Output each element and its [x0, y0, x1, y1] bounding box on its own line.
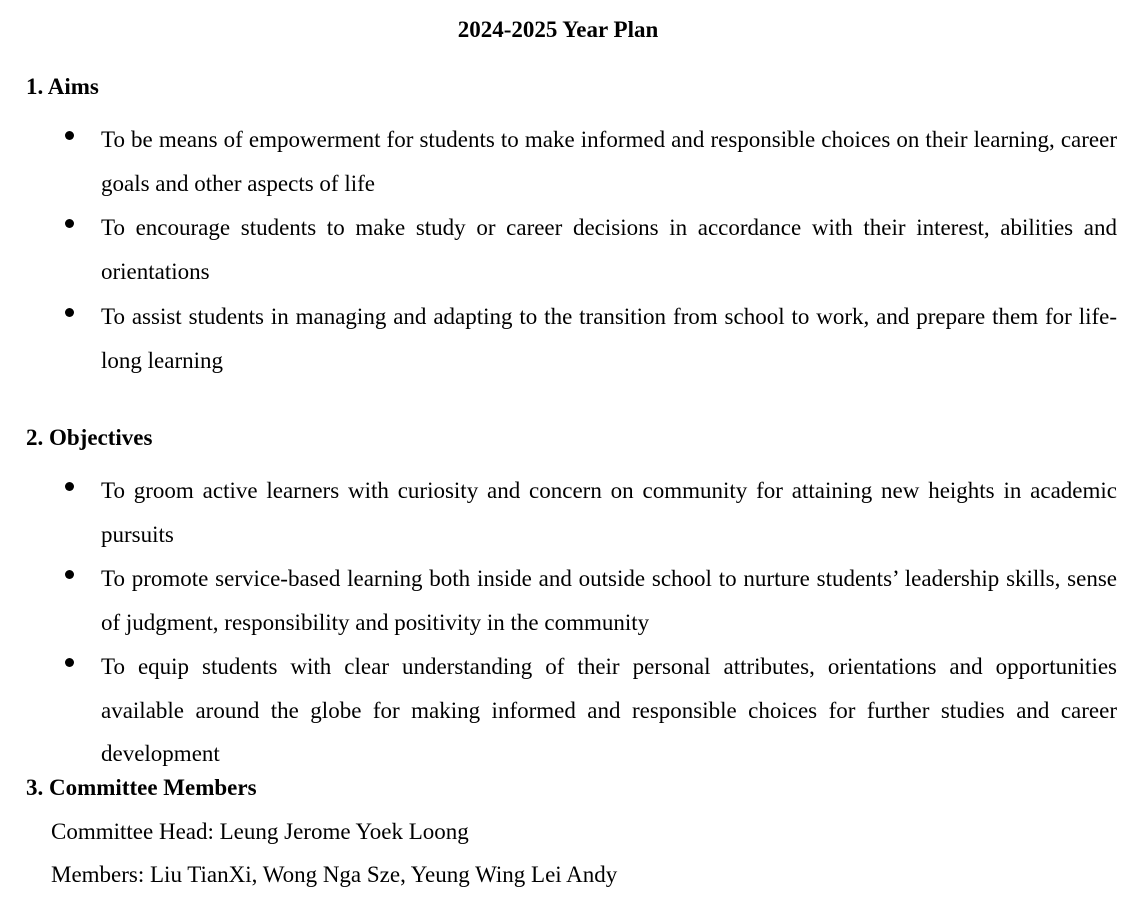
- bullet-icon: [65, 482, 74, 491]
- list-item-text: To promote service-based learning both inside and outside school to nurture students’ leadership skills, sense of judgment, responsibility and positivity in the community: [101, 566, 1117, 635]
- list-item-text: To assist students in managing and adapting to the transition from school to work, and prepare them for life-long learning: [101, 304, 1117, 373]
- section-heading-committee: 3. Committee Members: [26, 775, 257, 800]
- list-item-text: To encourage students to make study or career decisions in accordance with their interest, abilities and orientations: [101, 215, 1117, 284]
- list-item-text: To equip students with clear understanding of their personal attributes, orientations and opportunities available around the globe for making informed and responsible choices for further studies and career development: [101, 654, 1117, 766]
- bullet-icon: [65, 131, 74, 140]
- list-item-text: To groom active learners with curiosity and concern on community for attaining new heights in academic pursuits: [101, 478, 1117, 547]
- section-heading-objectives: 2. Objectives: [26, 425, 153, 450]
- bullet-icon: [65, 308, 74, 317]
- committee-head: Committee Head: Leung Jerome Yoek Loong: [51, 819, 469, 844]
- bullet-icon: [65, 658, 74, 667]
- bullet-icon: [65, 219, 74, 228]
- committee-members: Members: Liu TianXi, Wong Nga Sze, Yeung Wing Lei Andy: [51, 862, 618, 887]
- document-title: 2024-2025 Year Plan: [457, 17, 659, 42]
- list-item-text: To be means of empowerment for students to make informed and responsible choices on their learning, career goals and other aspects of life: [101, 127, 1117, 196]
- section-heading-aims: 1. Aims: [26, 74, 99, 99]
- bullet-icon: [65, 570, 74, 579]
